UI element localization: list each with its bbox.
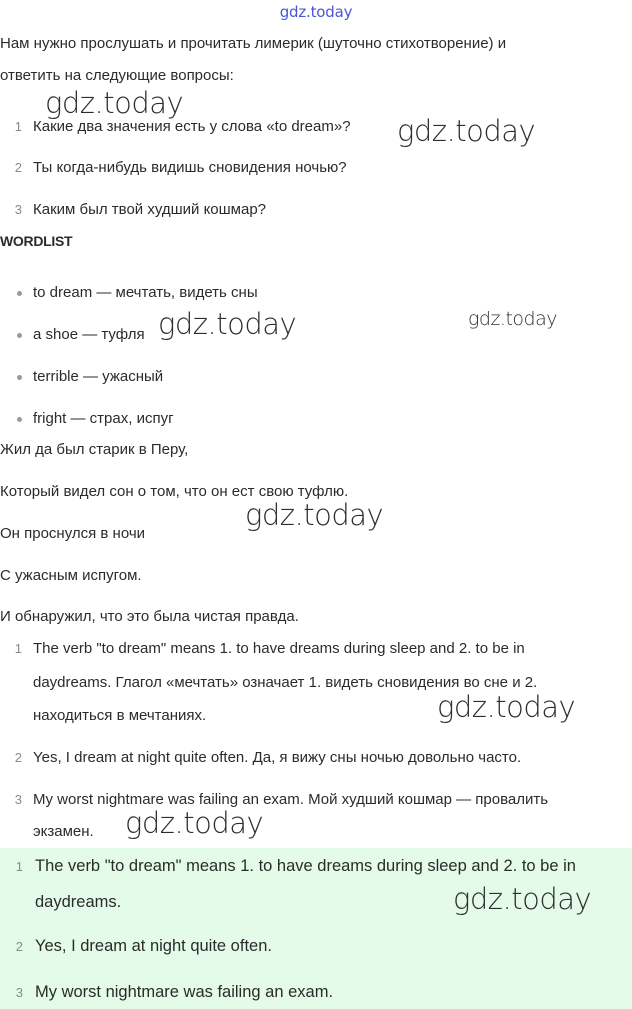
list-number: 2 (14, 750, 22, 765)
intro-line-2: ответить на следующие вопросы: (0, 67, 234, 84)
watermark: gdz.today (45, 86, 184, 120)
poem-line: Он проснулся в ночи (0, 525, 146, 542)
list-number: 3 (14, 792, 22, 807)
watermark: gdz.today (468, 308, 557, 330)
list-number: 1 (15, 859, 23, 874)
wordlist-item: a shoe — туфля (33, 326, 145, 343)
answer-line: Yes, I dream at night quite often. Да, я вижу сны ночью довольно часто. (33, 749, 522, 766)
bullet-icon (17, 417, 22, 422)
answer-line: находиться в мечтаниях. (33, 707, 207, 724)
poem-line: Который видел сон о том, что он ест свою туфлю. (0, 483, 349, 500)
question-text: Ты когда-нибудь видишь сновидения ночью? (33, 159, 347, 176)
watermark: gdz.today (453, 882, 592, 916)
intro-line-1: Нам нужно прослушать и прочитать лимерик (шуточно стихотворение) и (0, 35, 507, 52)
watermark: gdz.today (437, 690, 576, 724)
watermark: gdz.today (245, 498, 384, 532)
list-number: 2 (14, 160, 22, 175)
list-number: 2 (15, 939, 23, 954)
answer-line: The verb "to dream" means 1. to have dreams during sleep and 2. to be in (33, 640, 525, 657)
bullet-icon (17, 375, 22, 380)
answer-line: My worst nightmare was failing an exam. Мой худший кошмар — провалить (33, 791, 549, 808)
watermark: gdz.today (397, 114, 536, 148)
poem-line: И обнаружил, что это была чистая правда. (0, 608, 299, 625)
watermark: gdz.today (125, 806, 264, 840)
answer-line: My worst nightmare was failing an exam. (35, 983, 334, 1001)
list-number: 3 (14, 202, 22, 217)
wordlist-item: fright — страх, испуг (33, 410, 174, 427)
watermark: gdz.today (158, 307, 297, 341)
question-text: Какие два значения есть у слова «to dream»? (33, 118, 351, 135)
bullet-icon (17, 333, 22, 338)
list-number: 1 (14, 641, 22, 656)
answer-line: daydreams. Глагол «мечтать» означает 1. видеть сновидения во сне и 2. (33, 674, 538, 691)
list-number: 1 (14, 119, 22, 134)
answer-line: Yes, I dream at night quite often. (35, 937, 272, 955)
wordlist-item: terrible — ужасный (33, 368, 164, 385)
poem-line: Жил да был старик в Перу, (0, 441, 189, 458)
bullet-icon (17, 291, 22, 296)
question-text: Каким был твой худший кошмар? (33, 201, 267, 218)
list-number: 3 (15, 985, 23, 1000)
answer-line: экзамен. (33, 823, 94, 840)
poem-line: С ужасным испугом. (0, 567, 142, 584)
wordlist-heading: WORDLIST (0, 233, 73, 249)
answer-line: The verb "to dream" means 1. to have dreams during sleep and 2. to be in (35, 857, 576, 875)
site-logo[interactable]: gdz.today (279, 3, 353, 21)
answer-line: daydreams. (35, 893, 122, 911)
wordlist-item: to dream — мечтать, видеть сны (33, 284, 258, 301)
